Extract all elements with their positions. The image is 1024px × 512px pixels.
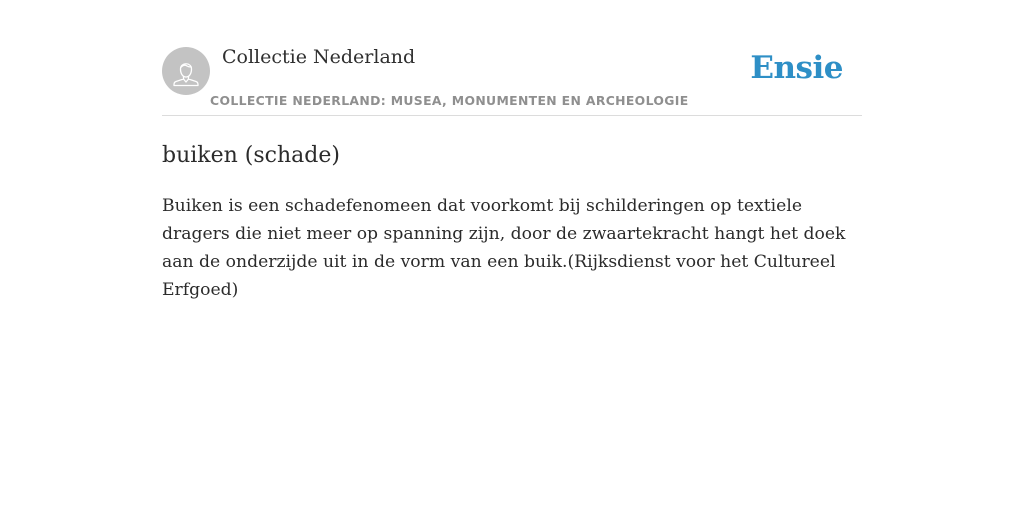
entry-description: Buiken is een schadefenomeen dat voorkomt bij schilderingen op textiele dragers die niet meer op spanning zijn, door de zwaartekracht hangt het doek aan de onderzijde uit in de vorm van een buik.(Rijksdienst voor het Cultureel Erfgoed) <box>162 196 846 300</box>
ensie-logo[interactable]: Ensie <box>750 50 843 86</box>
entry-header <box>162 40 862 116</box>
author-name[interactable]: Collectie Nederland <box>222 46 416 68</box>
user-icon <box>162 47 210 95</box>
entry-card <box>162 40 862 304</box>
author-subtitle[interactable]: COLLECTIE NEDERLAND: MUSEA, MONUMENTEN EN ARCHEOLOGIE <box>210 93 689 108</box>
entry-title: buiken (schade) <box>162 143 340 168</box>
avatar[interactable] <box>162 47 210 95</box>
